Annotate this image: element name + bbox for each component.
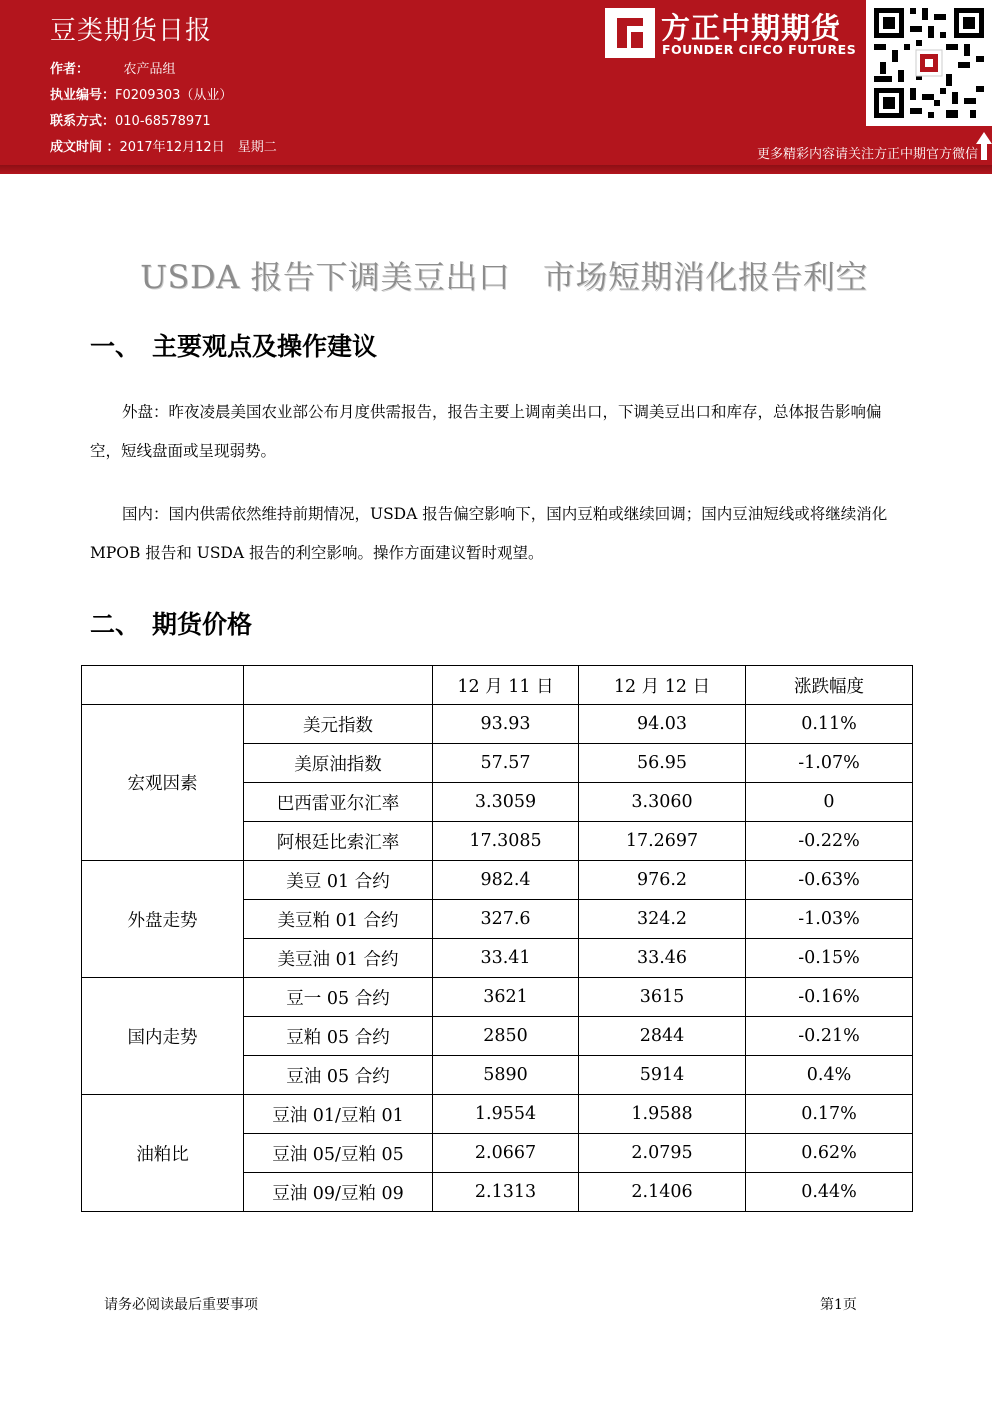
- item-name: 美豆 01 合约: [244, 861, 433, 900]
- value-change: 0.62%: [746, 1134, 913, 1173]
- report-title: 豆类期货日报: [50, 16, 213, 46]
- header-strip: [0, 165, 992, 174]
- value-dec11: 327.6: [433, 900, 579, 939]
- group-label: 宏观因素: [82, 705, 244, 861]
- value-change: -0.21%: [746, 1017, 913, 1056]
- header-cell-item: [244, 666, 433, 705]
- value-dec11: 3.3059: [433, 783, 579, 822]
- value-dec11: 5890: [433, 1056, 579, 1095]
- item-name: 阿根廷比索汇率: [244, 822, 433, 861]
- logo-english-name: FOUNDER CIFCO FUTURES: [662, 42, 857, 57]
- date-row: [50, 136, 277, 155]
- value-dec12: 1.9588: [579, 1095, 746, 1134]
- value-dec12: 33.46: [579, 939, 746, 978]
- value-dec12: 94.03: [579, 705, 746, 744]
- value-change: 0: [746, 783, 913, 822]
- item-name: 豆油 05 合约: [244, 1056, 433, 1095]
- value-change: 0.17%: [746, 1095, 913, 1134]
- contact-row: [50, 110, 211, 129]
- value-change: -0.63%: [746, 861, 913, 900]
- value-change: -1.07%: [746, 744, 913, 783]
- logo-chinese-name: 方正中期期货: [661, 11, 842, 45]
- value-change: -1.03%: [746, 900, 913, 939]
- section-1-number: 一、: [90, 332, 141, 361]
- value-change: -0.22%: [746, 822, 913, 861]
- item-name: 豆油 09/豆粕 09: [244, 1173, 433, 1212]
- value-dec12: 3615: [579, 978, 746, 1017]
- table-header-row: [82, 666, 913, 705]
- value-change: 0.11%: [746, 705, 913, 744]
- page-title: USDA 报告下调美豆出口 市场短期消化报告利空: [140, 258, 868, 296]
- value-dec11: 2.0667: [433, 1134, 579, 1173]
- value-dec11: 3621: [433, 978, 579, 1017]
- author-value: 农产品组: [123, 62, 176, 77]
- author-label: 作者：: [50, 62, 90, 77]
- item-name: 巴西雷亚尔汇率: [244, 783, 433, 822]
- item-name: 美原油指数: [244, 744, 433, 783]
- license-value: F0209303（从业）: [115, 88, 233, 103]
- item-name: 豆一 05 合约: [244, 978, 433, 1017]
- header-cell-dec12: 12 月 12 日: [579, 666, 746, 705]
- value-change: -0.16%: [746, 978, 913, 1017]
- value-dec11: 33.41: [433, 939, 579, 978]
- value-dec11: 982.4: [433, 861, 579, 900]
- date-label: 成文时间 ：: [50, 140, 120, 155]
- value-dec12: 56.95: [579, 744, 746, 783]
- author-row: [50, 58, 176, 77]
- paragraph-domestic: 国内：国内供需依然维持前期情况，USDA 报告偏空影响下，国内豆粕或继续回调；国内豆油短线或将继续消化 MPOB 报告和 USDA 报告的利空影响。操作方面建议暂时观望。: [90, 505, 888, 562]
- value-dec12: 5914: [579, 1056, 746, 1095]
- item-name: 豆油 05/豆粕 05: [244, 1134, 433, 1173]
- value-dec12: 3.3060: [579, 783, 746, 822]
- futures-price-table: [81, 665, 913, 1212]
- value-dec11: 17.3085: [433, 822, 579, 861]
- group-label: 外盘走势: [82, 861, 244, 978]
- section-2-title: 期货价格: [152, 610, 253, 639]
- header-cell-change: 涨跌幅度: [746, 666, 913, 705]
- value-dec12: 2.0795: [579, 1134, 746, 1173]
- value-dec12: 976.2: [579, 861, 746, 900]
- value-change: -0.15%: [746, 939, 913, 978]
- value-change: 0.44%: [746, 1173, 913, 1212]
- qr-code-icon[interactable]: [866, 0, 992, 126]
- group-label: 油粕比: [82, 1095, 244, 1212]
- value-dec12: 2844: [579, 1017, 746, 1056]
- item-name: 美豆粕 01 合约: [244, 900, 433, 939]
- up-arrow-icon: [976, 132, 992, 160]
- footer-notice: 请务必阅读最后重要事项: [104, 1297, 258, 1313]
- section-1-title: 主要观点及操作建议: [152, 332, 378, 361]
- header-cell-group: [82, 666, 244, 705]
- date-value: 2017年12月12日 星期二: [119, 140, 277, 155]
- group-label: 国内走势: [82, 978, 244, 1095]
- value-dec11: 93.93: [433, 705, 579, 744]
- value-dec11: 2850: [433, 1017, 579, 1056]
- follow-wechat-text: 更多精彩内容请关注方正中期官方微信: [756, 147, 978, 162]
- license-row: [50, 84, 232, 103]
- contact-label: 联系方式：: [50, 114, 116, 129]
- section-2-heading: [90, 605, 252, 641]
- paragraph-overseas: 外盘：昨夜凌晨美国农业部公布月度供需报告，报告主要上调南美出口，下调美豆出口和库存，总体报告影响偏空，短线盘面或呈现弱势。: [90, 403, 882, 460]
- value-dec11: 57.57: [433, 744, 579, 783]
- value-dec12: 2.1406: [579, 1173, 746, 1212]
- value-dec11: 2.1313: [433, 1173, 579, 1212]
- logo-mark-icon: [605, 8, 655, 58]
- value-dec11: 1.9554: [433, 1095, 579, 1134]
- item-name: 美豆油 01 合约: [244, 939, 433, 978]
- item-name: 美元指数: [244, 705, 433, 744]
- section-2-number: 二、: [90, 610, 141, 639]
- table-row: [82, 861, 913, 900]
- license-label: 执业编号：: [50, 88, 116, 103]
- value-change: 0.4%: [746, 1056, 913, 1095]
- company-logo[interactable]: [605, 8, 855, 63]
- value-dec12: 324.2: [579, 900, 746, 939]
- page-number: 第1页: [820, 1297, 857, 1313]
- table-row: [82, 1095, 913, 1134]
- header-cell-dec11: 12 月 11 日: [433, 666, 579, 705]
- section-1-heading: [90, 327, 377, 363]
- value-dec12: 17.2697: [579, 822, 746, 861]
- item-name: 豆油 01/豆粕 01: [244, 1095, 433, 1134]
- table-row: [82, 705, 913, 744]
- contact-value: 010-68578971: [115, 114, 211, 129]
- item-name: 豆粕 05 合约: [244, 1017, 433, 1056]
- table-row: [82, 978, 913, 1017]
